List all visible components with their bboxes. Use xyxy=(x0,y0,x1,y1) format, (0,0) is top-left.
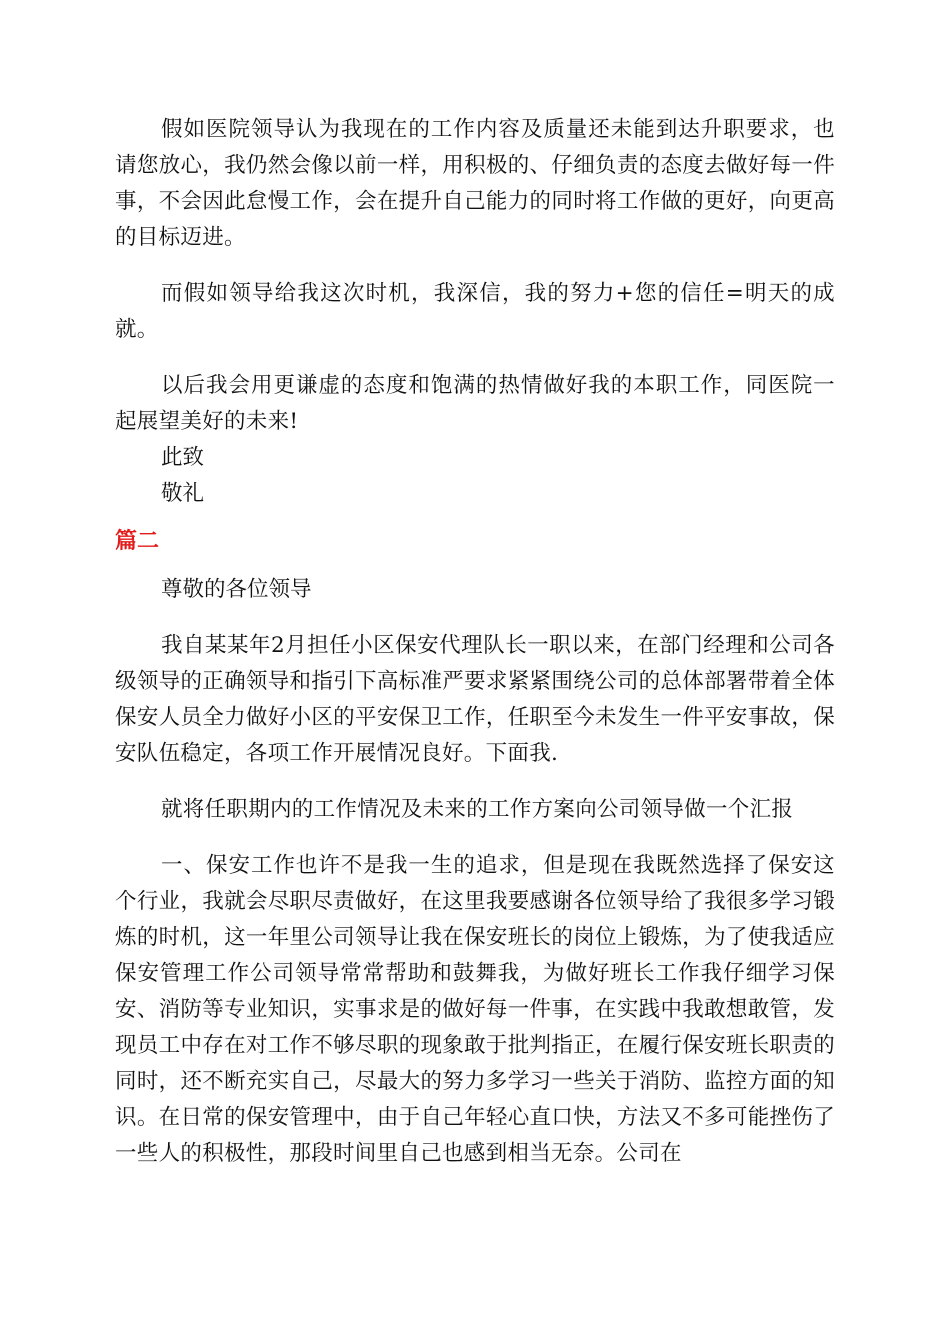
paragraph-appointment: 我自某某年2月担任小区保安代理队长一职以来，在部门经理和公司各级领导的正确领导和指引下高标准严要求紧紧围绕公司的总体部署带着全体保安人员全力做好小区的平安保卫工作，任职至今未发生一件平安事故，保安队伍稳定，各项工作开展情况良好。下面我. xyxy=(115,633,835,766)
document-page xyxy=(115,112,835,1172)
paragraph-report-intro: 就将任职期内的工作情况及未来的工作方案向公司领导做一个汇报 xyxy=(161,797,794,822)
paragraph-item-one: 一、保安工作也许不是我一生的追求，但是现在我既然选择了保安这个行业，我就会尽职尽责做好，在这里我要感谢各位领导给了我很多学习锻炼的时机，这一年里公司领导让我在保安班长的岗位上锻炼，为了使我适应保安管理工作公司领导常常帮助和鼓舞我，为做好班长工作我仔细学习保安、消防等专业知识，实事求是的做好每一件事，在实践中我敢想敢管，发现员工中存在对工作不够尽职的现象敢于批判指正，在履行保安班长职责的同时，还不断充实自己，尽最大的努力多学习一些关于消防、监控方面的知识。在日常的保安管理中，由于自己年轻心直口快，方法又不多可能挫伤了一些人的积极性，那段时间里自己也感到相当无奈。公司在 xyxy=(115,853,835,1166)
salutation: 尊敬的各位领导 xyxy=(161,577,312,602)
paragraph-commitment: 而假如领导给我这次时机，我深信，我的努力+您的信任=明天的成就。 xyxy=(115,281,835,342)
closing-cizhi: 此致 xyxy=(161,445,205,470)
closing-jingli: 敬礼 xyxy=(161,481,205,506)
paragraph-future: 以后我会用更谦虚的态度和饱满的热情做好我的本职工作，同医院一起展望美好的未来! xyxy=(115,373,835,434)
paragraph-promotion-response: 假如医院领导认为我现在的工作内容及质量还未能到达升职要求，也请您放心，我仍然会像以前一样，用积极的、仔细负责的态度去做好每一件事，不会因此怠慢工作，会在提升自己能力的同时将工作做的更好，向更高的目标迈进。 xyxy=(115,117,835,250)
section-heading-part-two: 篇二 xyxy=(115,529,160,554)
